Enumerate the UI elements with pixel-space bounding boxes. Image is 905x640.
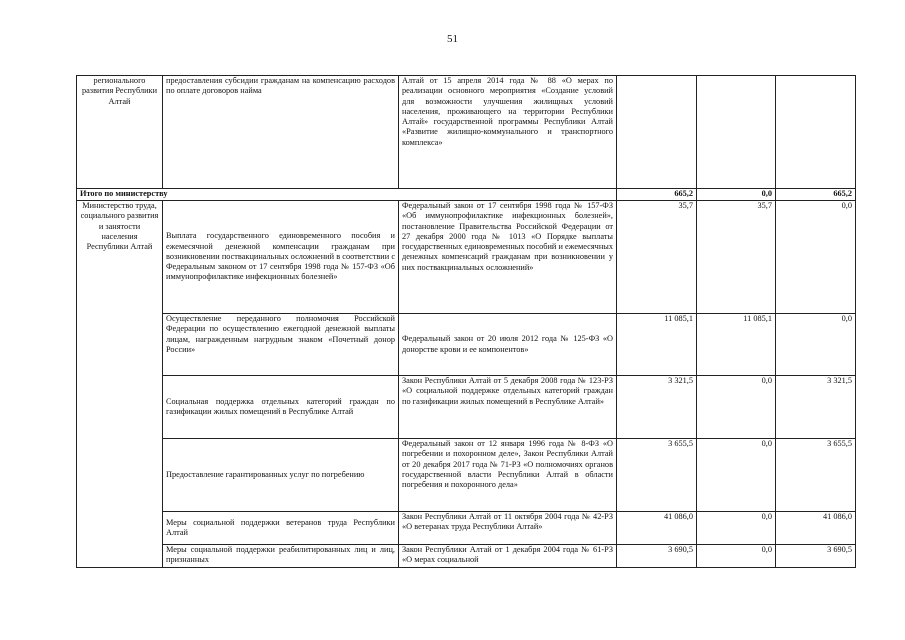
basis-cell: Федеральный закон от 12 января 1996 года № 8-ФЗ «О погребении и похоронном деле», Закон Республики Алтай от 20 декабря 2017 года № 71-РЗ «О полномочиях органов государственной власти Республики Алтай в области погребения и похоронного дела» xyxy=(399,439,617,512)
measure-cell: Социальная поддержка отдельных категорий граждан по газификации жилых помещений в Республике Алтай xyxy=(163,376,399,439)
total-label: Итого по министерству xyxy=(77,189,617,201)
table-row xyxy=(77,314,856,376)
table-row xyxy=(77,201,856,314)
value-cell xyxy=(617,76,697,189)
measure-cell: Меры социальной поддержки реабилитированных лиц и лиц, признанных xyxy=(163,545,399,568)
value-cell: 0,0 xyxy=(697,545,776,568)
table-row xyxy=(77,545,856,568)
basis-cell: Алтай от 15 апреля 2014 года № 88 «О мерах по реализации основного мероприятия «Создание условий для возможности улучшения жилищных условий населения, проживающего на территории Республики Алтай» государственной программы Республики Алтай «Развитие жилищно-коммунального и транспортного комплекса» xyxy=(399,76,617,189)
value-cell xyxy=(776,76,856,189)
total-value: 0,0 xyxy=(697,189,776,201)
table-row xyxy=(77,512,856,545)
department-cell: регионального развития Республики Алтай xyxy=(77,76,163,189)
value-cell: 0,0 xyxy=(697,376,776,439)
total-row xyxy=(77,189,856,201)
value-cell: 35,7 xyxy=(617,201,697,314)
measure-cell: Меры социальной поддержки ветеранов труда Республики Алтай xyxy=(163,512,399,545)
table-row xyxy=(77,76,856,189)
basis-cell: Закон Республики Алтай от 11 октября 2004 года № 42-РЗ «О ветеранах труда Республики Алтай» xyxy=(399,512,617,545)
value-cell: 11 085,1 xyxy=(617,314,697,376)
value-cell: 41 086,0 xyxy=(617,512,697,545)
measure-cell: Предоставление гарантированных услуг по погребению xyxy=(163,439,399,512)
total-value: 665,2 xyxy=(776,189,856,201)
value-cell: 3 690,5 xyxy=(776,545,856,568)
value-cell: 3 321,5 xyxy=(776,376,856,439)
value-cell: 41 086,0 xyxy=(776,512,856,545)
measure-cell: предоставления субсидии гражданам на компенсацию расходов по оплате договоров найма xyxy=(163,76,399,189)
basis-cell: Федеральный закон от 20 июля 2012 года № 125-ФЗ «О донорстве крови и ее компонентов» xyxy=(399,314,617,376)
table-row xyxy=(77,376,856,439)
value-cell: 35,7 xyxy=(697,201,776,314)
value-cell: 3 690,5 xyxy=(617,545,697,568)
value-cell xyxy=(697,76,776,189)
value-cell: 0,0 xyxy=(697,439,776,512)
measure-cell: Осуществление переданного полномочия Российской Федерации по осуществлению ежегодной денежной выплаты лицам, награжденным нагрудным знаком «Почетный донор России» xyxy=(163,314,399,376)
measure-cell: Выплата государственного единовременного пособия и ежемесячной денежной компенсации гражданам при возникновении поствакцинальных осложнений в соответствии с Федеральным законом от 17 сентября 1998 года № 157-ФЗ «Об иммунопрофилактике инфекционных болезней» xyxy=(163,201,399,314)
table-row xyxy=(77,439,856,512)
value-cell: 0,0 xyxy=(776,201,856,314)
value-cell: 3 321,5 xyxy=(617,376,697,439)
ministry-cell: Министерство труда, социального развития и занятости населения Республики Алтай xyxy=(77,201,163,568)
basis-cell: Федеральный закон от 17 сентября 1998 года № 157-ФЗ «Об иммунопрофилактике инфекционных болезней», постановление Правительства Российской Федерации от 27 декабря 2000 года № 1013 «О Порядке выплаты государственных единовременных пособий и ежемесячных денежных компенсаций гражданам при возникновении у них поствакцинальных осложнений» xyxy=(399,201,617,314)
total-value: 665,2 xyxy=(617,189,697,201)
value-cell: 3 655,5 xyxy=(617,439,697,512)
page-number: 51 xyxy=(447,33,458,45)
budget-table xyxy=(76,75,856,568)
value-cell: 3 655,5 xyxy=(776,439,856,512)
value-cell: 0,0 xyxy=(776,314,856,376)
basis-cell: Закон Республики Алтай от 5 декабря 2008 года № 123-РЗ «О социальной поддержке отдельных категорий граждан по газификации жилых помещений в Республике Алтай» xyxy=(399,376,617,439)
basis-cell: Закон Республики Алтай от 1 декабря 2004 года № 61-РЗ «О мерах социальной xyxy=(399,545,617,568)
value-cell: 0,0 xyxy=(697,512,776,545)
value-cell: 11 085,1 xyxy=(697,314,776,376)
